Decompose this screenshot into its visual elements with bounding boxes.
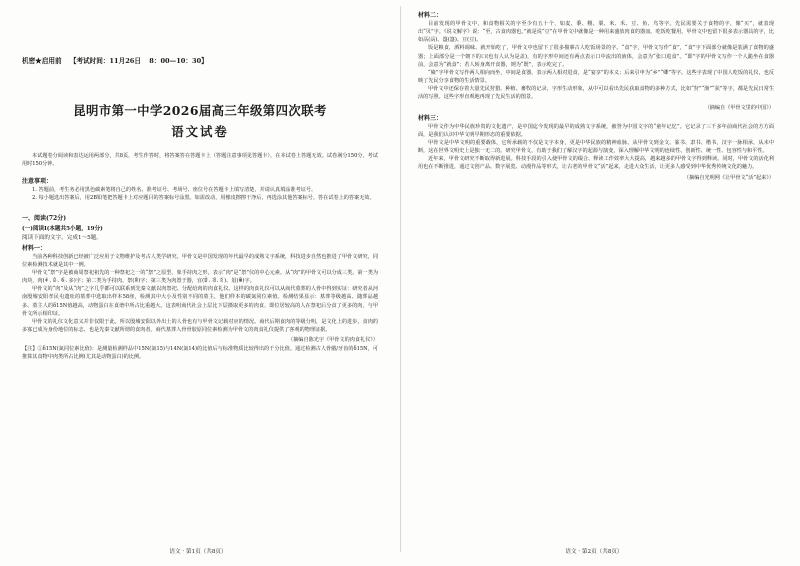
material-label: 材料三：: [418, 114, 443, 122]
material-paragraph: 甲骨文作为中华民族珍贵的文化遗产，是中国迄今发现的最早的成熟文字系统，被誉为中国文字的“童年记忆”。它记录了三千多年前商代社会的方方面面，是我们认识中华文明早期形态的重要依据。: [418, 123, 774, 138]
page-left: [8, 0, 388, 566]
page-divider: [400, 6, 401, 552]
exam-subtitle: 语文试卷: [171, 124, 229, 139]
notes-heading: 注意事项：: [22, 178, 53, 186]
material-paragraph: 近年来，甲骨文研究不断取得新进展。科技手段的引入使甲骨文的缀合、释读工作效率大大提高，越来越多的甲骨文字得到释读。同时，甲骨文的活化利用也在不断推进，通过文创产品、数字展览、动漫作品等形式，让古老的甲骨文“活”起来，走进大众生活，让更多人感受到中华优秀传统文化的魅力。: [418, 156, 774, 171]
material-label: 材料二：: [418, 12, 443, 19]
intro-text: 本试题卷分阅读和表达运用两部分，共8页，考生作答时，将答案答在答题卡上（答题注意事项见答题卡），在本试卷上答题无效。试卷满分150分，考试用时150分钟。: [22, 153, 378, 168]
instruction-text: 阅读下面的文字，完成1～5题。: [22, 234, 102, 241]
page-footer: 语文 · 第2页（共8页）: [565, 549, 623, 555]
source-citation: （摘编自《甲骨文里的中国》）: [704, 104, 774, 111]
note-item: 2. 每小题选出答案后，用2B铅笔把答题卡上对应题目的答案标号涂黑。如需改动，用橡皮擦擦干净后，再选涂其他答案标号。答在试卷上的答案无效。: [32, 195, 375, 202]
material-paragraph: 甲骨文中还保存着大量先民狩猎、种植、畜牧的记录，字形生动形象，从中可以看出先民获取食物的多种方式，比如“狩”“渔”“获”等字，都是先民日常生活的写照。这些字形直观地再现了先民生活的图景。: [418, 86, 774, 101]
note-item: 1. 答题前，考生务必用黑色碳素笔将自己的姓名、准考证号、考场号、座位号在答题卡上填写清楚，并请认真填涂准考证号。: [32, 187, 317, 194]
section-heading: 一、阅读(72分): [22, 214, 67, 222]
material-paragraph: 甲骨文“祭”字是被商周祭祀祖先的一种祭祀之一的“祭”之原型，象手持肉之形，表示“肉”是“祭”仪的中心元素。从“肉”的甲骨文可以分成三类。第一类为肉块，肉(ꈉ、ꉩ、ꊖ、多)字；第二类为手持肉，祭(ꋂ)字；第三类为肉置于器，宜(ꌁ、ꌃ、ꌅ)、俎(ꌆ)字。: [22, 269, 378, 285]
secret-label: 机密★启用前: [22, 57, 62, 65]
material-paragraph: 目前发现的甲骨文中，和食物相关的字至少有五十个，如麦、黍、稷、粟、米、禾、豆、鱼、鸟等字。先民需要关于食物的字，像“买”，就表现出“贝”字。《说文解字》说：“至，古食肉器也。”就是说“豆”在甲骨文中就像是一种用来盛放肉食的器皿。吃饭吃餐用，甲骨文中也留下很多表示器具的字，比如鬲(鬲)、簋(簋)、豆(豆)。: [418, 21, 774, 44]
footnote: 【注】①δ15N(氮同位素比值)：是测量检测样品中15N(氮15)与14N(氮14)的比值后与标准物质比较得出的千分比值。通过检测古人骨骼/牙齿的δ15N，可推算其食物中肉类所占比例(尤其是动物蛋白)的比例。: [22, 346, 378, 361]
exam-time: 【考试时间：11月26日: [69, 57, 141, 65]
subsection-heading: (一)阅读I(本题共5小题，19分): [22, 225, 103, 232]
page-right: [404, 0, 784, 566]
exam-title: 昆明市第一中学2026届高三年级第四次联考: [73, 103, 327, 118]
material-paragraph: 甲骨文是中华文明的重要载体，它所承载的不仅是文字本身，更是中华民族的精神血脉。从甲骨文到金文、篆书、隶书、楷书，汉字一脉相承，从未中断，这在世界文明史上是独一无二的。研究甲骨文，有助于我们了解汉字的起源与演变，深入理解中华文明的连续性、创新性、统一性、包容性与和平性。: [418, 139, 774, 155]
exam-meta: [22, 55, 378, 65]
source-citation: （摘编自陈光宇《甲骨文的肉食礼仪》）: [288, 337, 378, 344]
page-footer: 语文 · 第1页（共8页）: [169, 549, 227, 555]
material-paragraph: 甲骨文的“肉”及从“肉”之字几乎都可以联系到先秦文献以肉祭祀、分配给肉的肉食礼仪。这样的肉食礼仪可以从商代墓葬的人骨中得到实证：研究者从河南殷墟安阳孝民屯遗址的墓葬中选取出样本58座，检测其中大小及性别不同的墓主，他们样本的碳氮同位素值。检测结果显示：墓葬等级越高、随葬品越多、墓主人的δ15N值越高，动物蛋白在食谱中所占比重越大。这表明商代社会上层比下层摄取更多的肉食，即位居较高的人在祭祀后分食了更多的肉，与甲骨文所示相印证。: [22, 286, 378, 317]
material-paragraph: “飨”字甲骨文写作两人相向而坐，中间是食器，表示两人相对进食，是“宴享”的本义；后来引申为“乡”“卿”等字。这些字表现了中国人吃饭的礼仪，也反映了先民分享食物的生活情景。: [418, 69, 774, 85]
material-label: 材料一：: [22, 244, 47, 252]
material-paragraph: 甲骨文的礼仪文化意义并非仅限于此。所以殷墟安阳以外出土的人骨也有与甲骨文记载对应的情况。商代后期食肉的等级分明，是文化上的进步，食肉的多寡已成为身份地位的标志，也是先秦文献所谓的食肉者。商代墓葬人骨骨胶原同位素检测为甲骨文的肉食礼仪提供了客观的物理证据。: [22, 318, 378, 334]
material-paragraph: 饭是粮食，酒料调味、就开始吃了，甲骨文中也留下了很多描摹古人吃饭场景的字。“食”字，甲骨文写作“食”，“食”字下面部分就像是装满了食物的盛器；上面部分是一个朝下的口(也有人认为是盖)，有的字形中间还有两点表示口中流出的液体，会意为“张口进食”。“即”字的甲骨文写作一个人跪坐在食器前，会意为“就食”；若人转身离开食器，则为“既”，表示吃完了。: [418, 45, 774, 68]
source-citation: （摘编自光明网《让甲骨文“活”起来》）: [683, 174, 774, 181]
exam-time-range: 8：00—10：30】: [149, 57, 208, 65]
material-paragraph: 当前各种科技创新已经被广泛应用于文物维护及考古人类学研究。甲骨文是中国发现的年代最早的成熟文字系统，科技进步自然也推进了甲骨文研究，同位素检测技术就是其中一例。: [22, 253, 378, 268]
